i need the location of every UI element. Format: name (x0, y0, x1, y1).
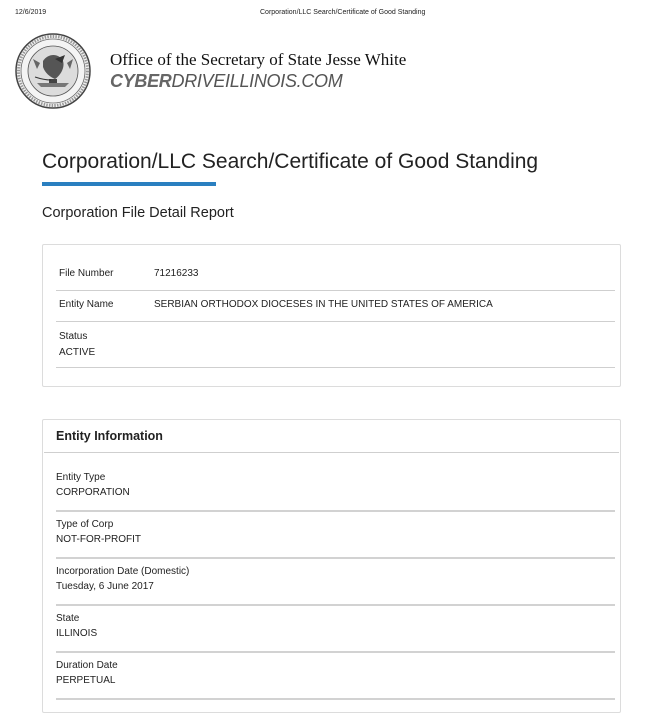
entity-information-card (42, 419, 621, 713)
office-name: Office of the Secretary of State Jesse White (110, 50, 407, 69)
field-value: PERPETUAL (56, 675, 116, 686)
field-value: NOT-FOR-PROFIT (56, 534, 141, 545)
field-state (56, 613, 615, 653)
field-type-of-corp (56, 519, 615, 559)
field-entity-type (56, 472, 615, 512)
file-number-row (56, 245, 615, 291)
page-title: Corporation/LLC Search/Certificate of Good Standing (42, 150, 539, 173)
report-title: Corporation File Detail Report (42, 205, 234, 221)
entity-information-heading: Entity Information (56, 429, 163, 443)
field-duration-date (56, 660, 615, 700)
entity-name-value: SERBIAN ORTHODOX DIOCESES IN THE UNITED STATES OF AMERICA (154, 299, 493, 310)
logo-bold-part: CYBER (110, 71, 172, 91)
illinois-state-seal-icon (15, 33, 91, 109)
field-label: Duration Date (56, 660, 118, 671)
entity-name-label: Entity Name (59, 299, 114, 310)
file-number-value: 71216233 (154, 268, 199, 279)
print-page-title: Corporation/LLC Search/Certificate of Good Standing (260, 9, 426, 16)
field-value: CORPORATION (56, 487, 130, 498)
status-row (56, 322, 615, 368)
logo-rest-part: DRIVEILLINOIS.COM (171, 71, 343, 91)
print-date: 12/6/2019 (15, 9, 47, 16)
field-value: Tuesday, 6 June 2017 (56, 581, 154, 592)
print-header (0, 9, 672, 21)
entity-name-row (56, 291, 615, 322)
field-label: Entity Type (56, 472, 106, 483)
field-label: Incorporation Date (Domestic) (56, 566, 190, 577)
summary-card (42, 244, 621, 387)
field-value: ILLINOIS (56, 628, 98, 639)
status-label: Status (59, 331, 88, 342)
title-underline (42, 182, 216, 186)
field-label: State (56, 613, 80, 624)
section-divider (44, 452, 619, 453)
cyberdriveillinois-logo (110, 71, 342, 92)
status-value: ACTIVE (59, 347, 96, 358)
file-number-label: File Number (59, 268, 114, 279)
field-incorporation-date (56, 566, 615, 606)
field-label: Type of Corp (56, 519, 114, 530)
